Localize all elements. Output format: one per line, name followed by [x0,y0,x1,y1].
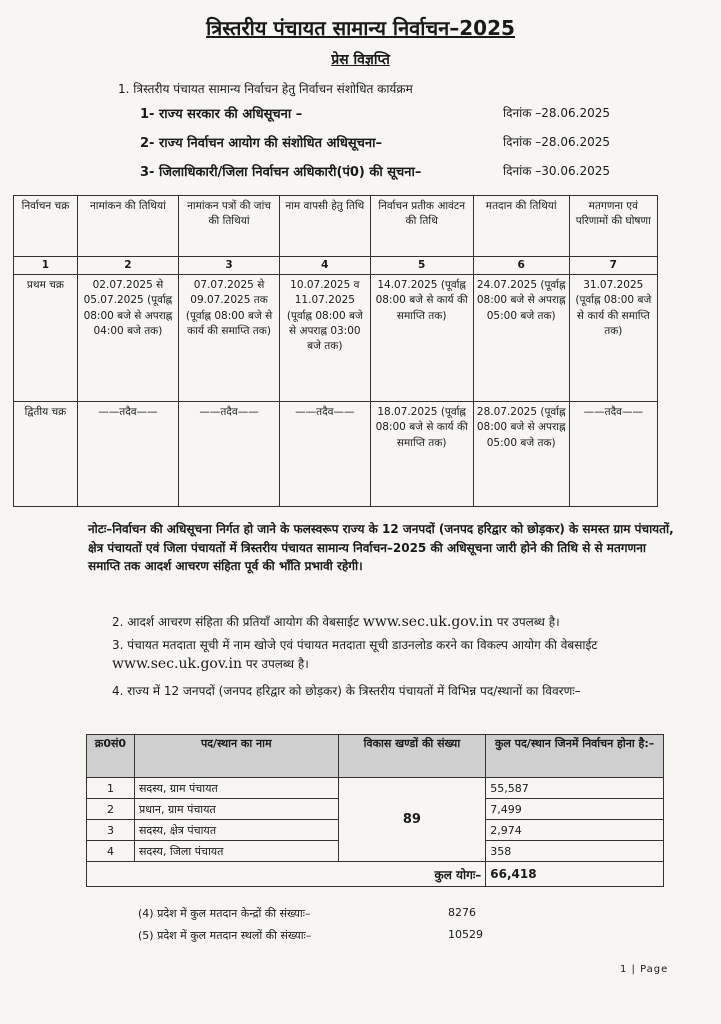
header-cell: विकास खण्डों की संख्या [338,735,486,778]
schedule-date: दिनांक –28.06.2025 [503,106,610,120]
header-cell: नामांकन पत्रों की जांच की तिथियां [178,196,279,257]
schedule-date: दिनांक –28.06.2025 [503,135,610,149]
table-cell: 31.07.2025 (पूर्वाह्न 08:00 बजे से कार्य की समाप्ति तक) [569,275,657,402]
point-item [112,612,682,633]
schedule-label: 3- जिलाधिकारी/जिला निर्वाचन अधिकारी(पं0) की सूचना– [140,165,422,180]
header-cell: पद/स्थान का नाम [134,735,338,778]
press-release-heading: प्रेस विज्ञप्ति [331,52,390,68]
point-item [112,636,682,675]
point-number: 2. [112,615,124,629]
point-number: 4. [112,684,124,698]
note-prefix: नोटः– [88,522,113,536]
header-cell: मतगणना एवं परिणामों की घोषणा [569,196,657,257]
footer-value: 10529 [448,928,483,941]
column-number: 7 [569,257,657,275]
election-schedule-table [13,195,658,507]
post-count: 358 [486,841,664,862]
table-cell: ——तदैव—— [569,402,657,507]
total-label: कुल योगः– [87,862,486,887]
serial-number: 4 [87,841,135,862]
table-cell: 02.07.2025 से 05.07.2025 (पूर्वाह्न 08:00 बजे से अपराह्न 04:00 बजे तक) [77,275,178,402]
post-name: सदस्य, ग्राम पंचायत [134,778,338,799]
post-name: सदस्य, जिला पंचायत [134,841,338,862]
point-text: पर उपलब्ध है। [492,615,560,629]
footer-label: (4) प्रदेश में कुल मतदान केन्द्रों की संख्याः– [138,907,311,920]
table-row [14,402,658,507]
serial-number: 1 [87,778,135,799]
table-cell: 14.07.2025 (पूर्वाह्न 08:00 बजे से कार्य की समाप्ति तक) [370,275,473,402]
website-link[interactable]: www.sec.uk.gov.in [362,614,493,630]
table-row [87,778,664,799]
schedule-item [140,133,610,151]
footer-label: (5) प्रदेश में कुल मतदान स्थलों की संख्याः– [138,929,312,942]
table-cell: 28.07.2025 (पूर्वाह्न 08:00 बजे से अपराह्न 05:00 बजे तक) [473,402,569,507]
table-cell: 07.07.2025 से 09.07.2025 तक (पूर्वाह्न 08:00 बजे से कार्य की समाप्ति तक) [178,275,279,402]
cycle-name: द्वितीय चक्र [14,402,78,507]
column-number: 4 [280,257,370,275]
point-item [112,682,682,700]
blocks-count: 89 [338,778,486,862]
column-number: 1 [14,257,78,275]
serial-number: 2 [87,799,135,820]
table-cell: ——तदैव—— [280,402,370,507]
header-cell: क्र0सं0 [87,735,135,778]
header-cell: मतदान की तिथियां [473,196,569,257]
point-text: आदर्श आचरण संहिता की प्रतियाँ आयोग की वेबसाईट [127,615,363,629]
column-number: 6 [473,257,569,275]
table-cell: 24.07.2025 (पूर्वाह्न 08:00 बजे से अपराह्न 05:00 बजे तक) [473,275,569,402]
footer-value: 8276 [448,906,476,919]
schedule-date: दिनांक –30.06.2025 [503,164,610,178]
point-text: पंचायत मतदाता सूची में नाम खोजे एवं पंचायत मतदाता सूची डाउनलोड करने का विकल्प आयोग की वेबसाईट [127,638,598,652]
table-cell: ——तदैव—— [77,402,178,507]
footer-stat [138,928,483,943]
post-count: 7,499 [486,799,664,820]
intro-line: 1. त्रिस्तरीय पंचायत सामान्य निर्वाचन हेतु निर्वाचन संशोधित कार्यक्रम [118,82,413,96]
point-text: पर उपलब्ध है। [242,657,309,671]
cycle-name: प्रथम चक्र [14,275,78,402]
page-number: 1 | Page [620,964,669,975]
column-number: 3 [178,257,279,275]
post-name: सदस्य, क्षेत्र पंचायत [134,820,338,841]
total-value: 66,418 [486,862,664,887]
post-count: 2,974 [486,820,664,841]
header-cell: कुल पद/स्थान जिनमें निर्वाचन होना है:– [486,735,664,778]
table-header-row [87,735,664,778]
header-cell: नाम वापसी हेतु तिथि [280,196,370,257]
table-cell: ——तदैव—— [178,402,279,507]
schedule-item [140,162,610,180]
total-row [87,862,664,887]
posts-table [86,734,664,887]
table-cell: 10.07.2025 व 11.07.2025 (पूर्वाह्न 08:00 बजे से अपराह्न 03:00 बजे तक) [280,275,370,402]
footer-stat [138,906,476,921]
header-cell: नामांकन की तिथियां [77,196,178,257]
schedule-item [140,104,610,122]
document-title: त्रिस्तरीय पंचायत सामान्य निर्वाचन–2025 [206,16,515,40]
post-count: 55,587 [486,778,664,799]
table-row [14,275,658,402]
website-link[interactable]: www.sec.uk.gov.in [112,656,243,672]
column-number: 2 [77,257,178,275]
schedule-label: 1- राज्य सरकार की अधिसूचना – [140,107,303,122]
note-text: निर्वाचन की अधिसूचना निर्गत हो जाने के फलस्वरूप राज्य के 12 जनपदों (जनपद हरिद्वार को छोड़कर) के समस्त ग्राम पंचायतों, क्षेत्र पंचायतों एवं जिला पंचायतों में त्रिस्तरीय पंचायत सामान्य निर्वाचन–2025 की अधिसूचना जारी होने की तिथि से से मतगणना समाप्ति तक आदर्श आचरण संहिता पूर्व की भाँति प्रभावी रहेगी। [88,522,674,574]
post-name: प्रधान, ग्राम पंचायत [134,799,338,820]
header-cell: निर्वाचन चक्र [14,196,78,257]
column-number: 5 [370,257,473,275]
column-number-row [14,257,658,275]
table-header-row [14,196,658,257]
point-number: 3. [112,638,124,652]
point-text: राज्य में 12 जनपदों (जनपद हरिद्वार को छोड़कर) के त्रिस्तरीय पंचायतों में विभिन्न पद/स्थानों का विवरणः– [127,684,581,698]
note-paragraph [88,520,678,576]
schedule-label: 2- राज्य निर्वाचन आयोग की संशोधित अधिसूचना– [140,136,382,151]
header-cell: निर्वाचन प्रतीक आवंटन की तिथि [370,196,473,257]
serial-number: 3 [87,820,135,841]
table-cell: 18.07.2025 (पूर्वाह्न 08:00 बजे से कार्य की समाप्ति तक) [370,402,473,507]
